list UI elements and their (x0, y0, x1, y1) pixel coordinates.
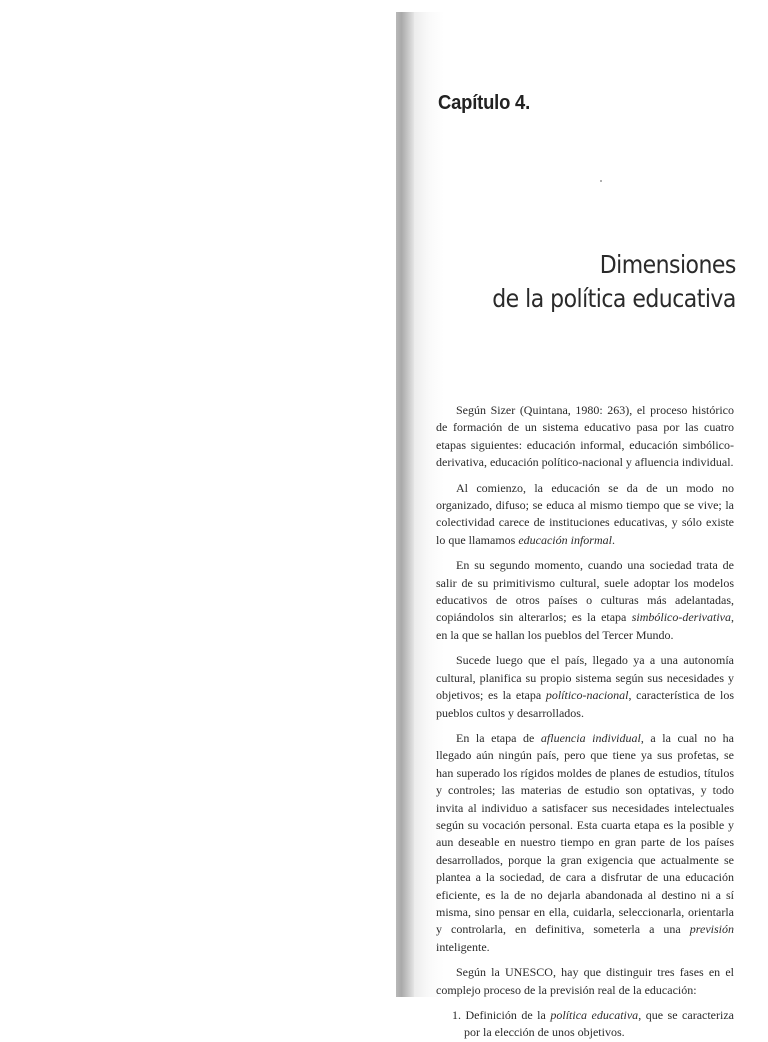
list-item-1-text-a: 1. Definición de la (452, 1008, 551, 1022)
paragraph-2-text-a: Al comienzo, la educación se da de un modo no organizado, difuso; se educa al mismo tiempo que se vive; la colectividad carece de instituciones educativas, y sólo existe lo que llamamos (436, 480, 734, 547)
paragraph-4-emphasis: político-nacional (545, 688, 629, 703)
paragraph-5 (436, 730, 734, 956)
paragraph-2 (436, 480, 734, 550)
body-text (436, 402, 734, 1042)
chapter-title (492, 248, 736, 316)
paragraph-4-text-b: , característica de los pueblos cultos y desarrollados. (436, 688, 734, 720)
paragraph-5-emphasis-2: previsión (689, 922, 734, 937)
scan-speck (600, 180, 602, 182)
paragraph-5-text-a: En la etapa de (456, 730, 541, 745)
paragraph-2-text-b: . (611, 532, 615, 547)
paragraph-3 (436, 557, 734, 644)
paragraph-5-text-b: , a la cual no ha llegado aún ningún país, pero que tiene ya sus profetas, se han superado los rígidos moldes de planes de estudios, títulos y controles; las materias de estudio son optativas, y todo invita al individuo a satisfacer sus necesidades intelectuales según su vocación personal. Esta cuarta etapa es la posible y aun deseable en nuestro tiempo en gran parte de los países desarrollados, porque la gran exigencia que actualmente se plantea a la sociedad, de cara a disfrutar de una educación eficiente, es la de no dejarla abandonada al destino ni a sí misma, sino pensar en ella, cuidarla, seleccionarla, orientarla y controlarla, en definitiva, someterla a una (436, 730, 734, 937)
paragraph-2-emphasis: educación informal (518, 532, 612, 547)
paragraph-6: Según la UNESCO, hay que distinguir tres fases en el complejo proceso de la previsión real de la educación: (436, 965, 734, 997)
paragraph-5-emphasis-1: afluencia individual (540, 730, 641, 745)
paragraph-5-text-c: inteligente. (436, 939, 490, 954)
chapter-label: Capítulo 4. (438, 92, 531, 114)
list-item-1-text-b: , que se caracteriza por la elección de unos objetivos. (464, 1008, 734, 1040)
chapter-title-line-1: Dimensiones (599, 250, 736, 279)
chapter-title-line-2: de la política educativa (492, 284, 736, 313)
list-item-1-emphasis: política educativa (550, 1008, 639, 1022)
paragraph-4-text-a: Sucede luego que el país, llegado ya a una autonomía cultural, planifica su propio sistema según sus necesidades y objetivos; es la etapa (436, 653, 734, 703)
paragraph-1: Según Sizer (Quintana, 1980: 263), el proceso histórico de formación de un sistema educativo pasa por las cuatro etapas siguientes: educación informal, educación simbólico-derivativa, educación político-nacional y afluencia individual. (436, 403, 734, 470)
paragraph-4 (436, 652, 734, 722)
paragraph-3-emphasis: simbólico-derivativa (631, 610, 731, 625)
book-binding-shadow (396, 12, 414, 997)
paragraph-3-text-a: En su segundo momento, cuando una sociedad trata de salir de su primitivismo cultural, suele adoptar los modelos educativos de otros países o culturas más adelantadas, copiándolos sin alterarlos; es la etapa (436, 558, 734, 625)
list-item-1 (436, 1007, 734, 1042)
paragraph-3-text-b: , en la que se hallan los pueblos del Tercer Mundo. (436, 610, 734, 642)
